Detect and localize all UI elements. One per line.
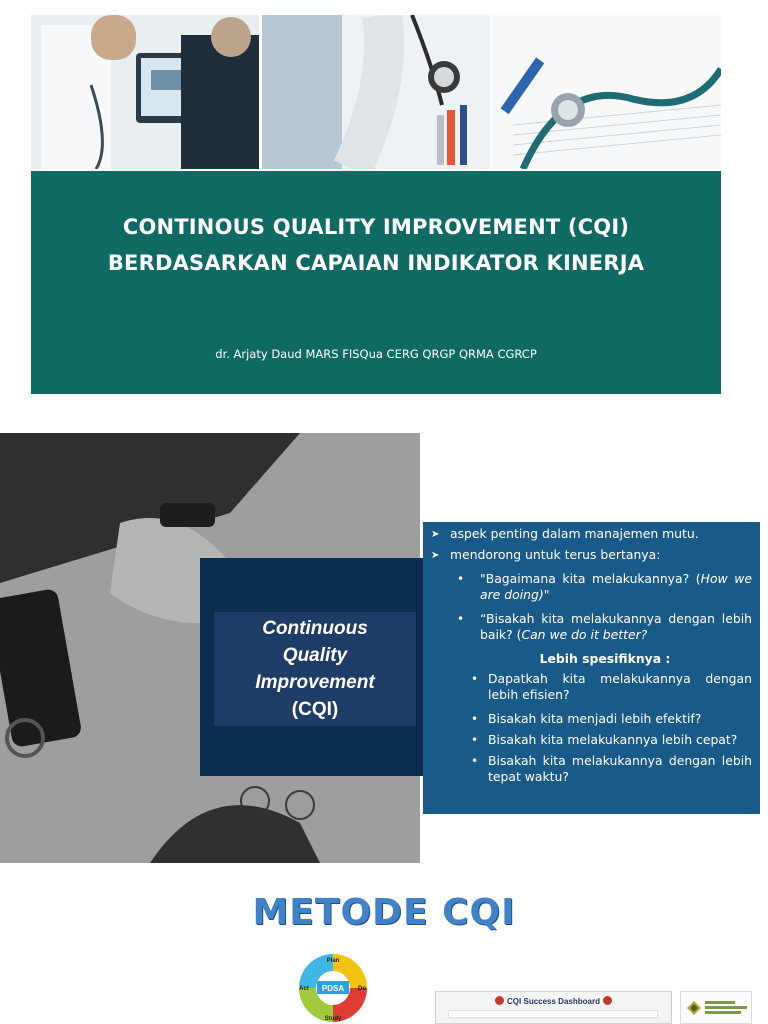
question-1: "Bagaimana kita melakukannya? (How we are doing)"	[480, 571, 753, 602]
author-credit: dr. Arjaty Daud MARS FISQua CERG QRGP QRMA CGRCP	[215, 347, 537, 361]
title-panel	[31, 171, 721, 394]
cqi-line-2: Quality	[282, 645, 348, 666]
shield-icon	[495, 996, 504, 1005]
cqi-dashboard-thumbnail	[435, 991, 672, 1024]
pdsa-center-label: PDSA	[321, 984, 345, 993]
bullet-icon: •	[457, 612, 465, 626]
pdsa-cycle-diagram	[280, 948, 386, 1024]
presentation-title-line-1: CONTINOUS QUALITY IMPROVEMENT (CQI)	[122, 215, 630, 239]
cqi-line-3: Improvement	[255, 672, 375, 693]
point-2: mendorong untuk terus bertanya:	[450, 547, 661, 562]
organization-logo-card	[680, 991, 752, 1024]
cqi-line-4: (CQI)	[291, 699, 339, 720]
doctor-laptop-photo	[31, 15, 259, 169]
bullet-icon: •	[471, 733, 479, 747]
stethoscope-coat-photo	[262, 15, 490, 169]
arrow-bullet-icon: ➤	[431, 550, 440, 561]
specific-1: Dapatkah kita melakukannya dengan lebih efisien?	[488, 671, 752, 702]
pdsa-do-label: Do	[358, 986, 366, 992]
cqi-title-box	[214, 612, 416, 726]
specific-3: Bisakah kita melakukannya lebih cepat?	[488, 732, 738, 747]
cqi-line-1: Continuous	[262, 618, 368, 639]
bullet-icon: •	[457, 572, 465, 586]
bullet-icon: •	[471, 754, 479, 768]
metode-heading: METODE CQI	[252, 892, 516, 933]
pdsa-act-label: Act	[299, 986, 309, 992]
bullet-icon: •	[471, 672, 479, 686]
presentation-title-line-2: BERDASARKAN CAPAIAN INDIKATOR KINERJA	[107, 251, 645, 275]
specific-2: Bisakah kita menjadi lebih efektif?	[488, 711, 702, 726]
pdsa-study-label: Study	[324, 1016, 342, 1022]
organization-name-lines	[705, 1001, 749, 1015]
stethoscope-document-photo	[493, 15, 721, 169]
arrow-bullet-icon: ➤	[431, 529, 440, 540]
specific-4: Bisakah kita melakukannya dengan lebih tepat waktu?	[488, 753, 752, 784]
shield-icon	[603, 996, 612, 1005]
subheading: Lebih spesifiknya :	[539, 651, 671, 666]
dashboard-title: CQI Success Dashboard	[436, 996, 671, 1006]
dashboard-subtitle-bar	[448, 1010, 658, 1018]
cqi-info-panel	[423, 522, 760, 814]
organization-logo-icon	[686, 1000, 702, 1016]
pdsa-plan-label: Plan	[326, 958, 340, 964]
question-2: “Bisakah kita melakukannya dengan lebih baik? (Can we do it better?	[480, 611, 752, 642]
point-1: aspek penting dalam manajemen mutu.	[450, 526, 699, 541]
bullet-icon: •	[471, 712, 479, 726]
